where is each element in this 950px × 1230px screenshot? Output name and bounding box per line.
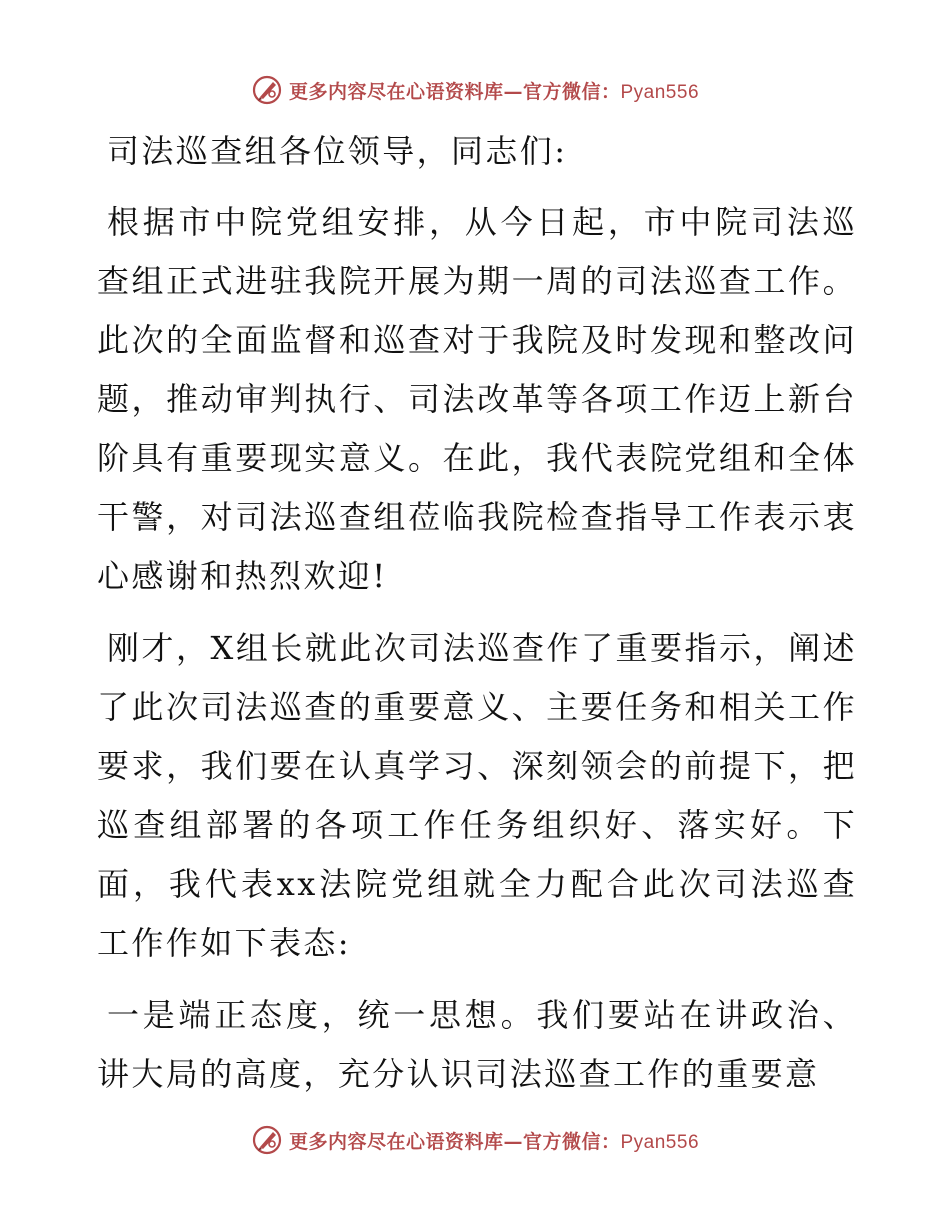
paragraph-1: 根据市中院党组安排，从今日起，市中院司法巡查组正式进驻我院开展为期一周的司法巡查工作。此次的全面监督和巡查对于我院及时发现和整改问题，推动审判执行、司法改革等各项工作迈上新台阶具有重要现实意义。在此，我代表院党组和全体干警，对司法巡查组莅临我院检查指导工作表示衷心感谢和热烈欢迎!: [97, 203, 857, 595]
watermark-id: Pyan556: [620, 1131, 700, 1153]
header-watermark: [0, 70, 950, 110]
quill-logo-icon: [251, 1124, 283, 1156]
greeting-line: 司法巡查组各位领导，同志们:: [107, 132, 568, 170]
watermark-text: 更多内容尽在心语资料库—官方微信：Pyan556: [288, 80, 700, 103]
watermark-id: Pyan556: [620, 81, 700, 103]
paragraph-2: 刚才，X组长就此次司法巡查作了重要指示，阐述了此次司法巡查的重要意义、主要任务和相关工作要求，我们要在认真学习、深刻领会的前提下，把巡查组部署的各项工作任务组织好、落实好。下面，我代表xx法院党组就全力配合此次司法巡查工作作如下表态:: [97, 629, 857, 962]
watermark-group: [251, 74, 699, 106]
watermark-group: [251, 1124, 699, 1156]
quill-logo-icon: [251, 74, 283, 106]
watermark-text: 更多内容尽在心语资料库—官方微信：Pyan556: [288, 1130, 700, 1153]
footer-watermark: [0, 1120, 950, 1160]
paragraph-3: 一是端正态度，统一思想。我们要站在讲政治、讲大局的高度，充分认识司法巡查工作的重要意: [97, 996, 857, 1093]
document-body: [97, 120, 857, 1104]
